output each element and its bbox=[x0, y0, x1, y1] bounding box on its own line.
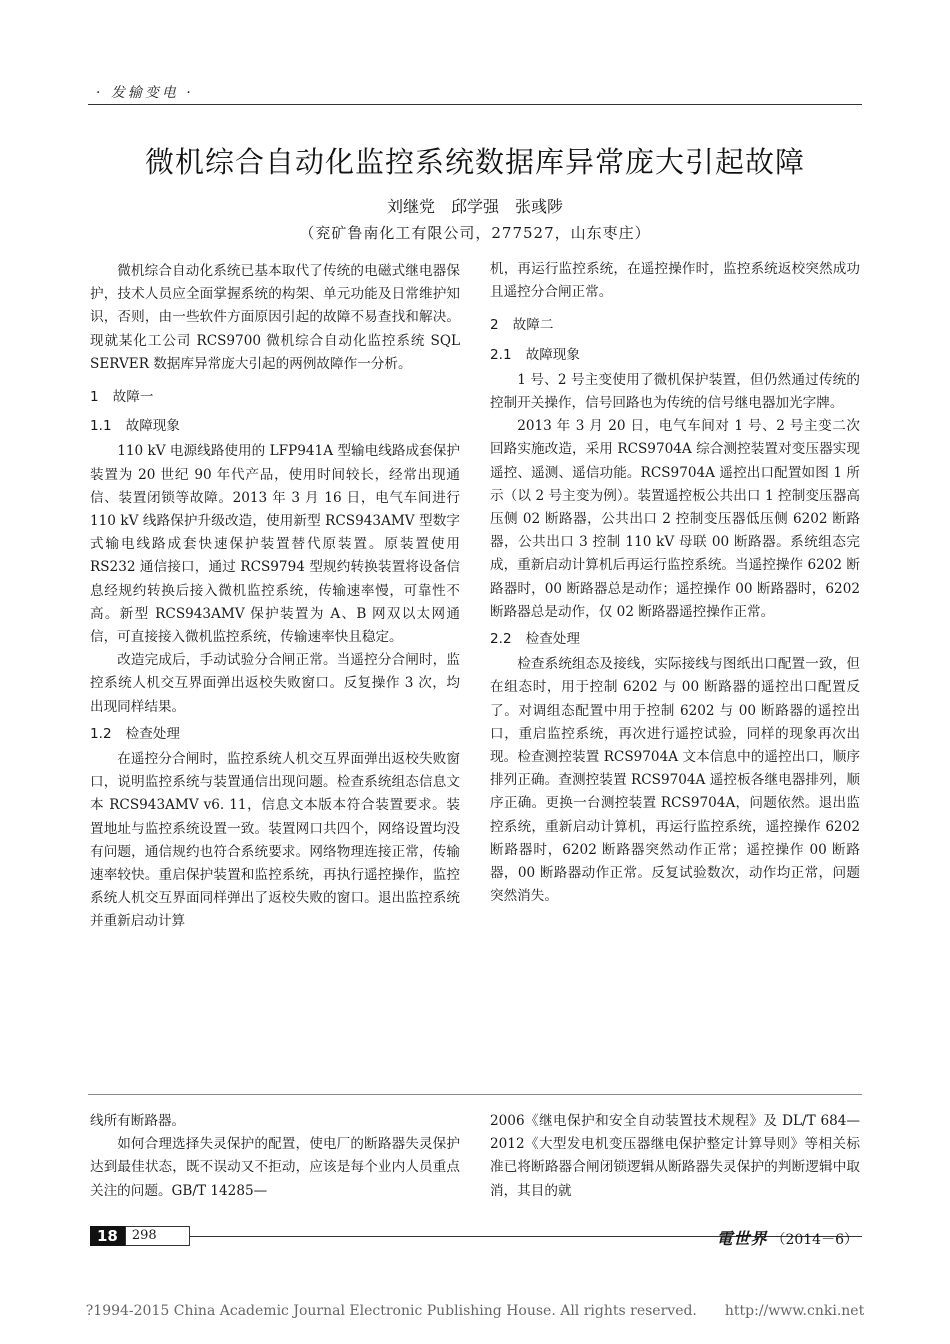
journal-logo: 電世界 bbox=[716, 1229, 768, 1248]
section-1-number: 1 bbox=[90, 389, 99, 406]
authors: 刘继党 邱学强 张彧陟 bbox=[386, 197, 563, 216]
lower-left-column bbox=[90, 1110, 460, 1203]
paragraph: 如何合理选择失灵保护的配置，使电厂的断路器失灵保护达到最佳状态，既不误动又不拒动，应该是每个业内人员重点关注的问题。GB/T 14285— bbox=[90, 1136, 460, 1199]
journal-issue bbox=[716, 1226, 858, 1249]
section-2-title: 故障二 bbox=[512, 317, 554, 334]
section-1-2-number: 1.2 bbox=[90, 725, 112, 742]
affiliation: （兖矿鲁南化工有限公司，277527，山东枣庄） bbox=[299, 224, 651, 242]
section-2-heading bbox=[490, 314, 860, 337]
lower-right-column bbox=[490, 1110, 860, 1203]
section-1-title: 故障一 bbox=[112, 389, 154, 406]
section-2-1-title: 故障现象 bbox=[525, 346, 580, 363]
issue-label: （2014－6） bbox=[771, 1232, 858, 1248]
section-1-heading bbox=[90, 386, 460, 409]
paragraph: 在遥控分合闸时，监控系统人机交互界面弹出返校失败窗口，说明监控系统与装置通信出现问题。检查系统组态信息文本 RCS943AMV v6. 11，信息文本版本符合装置要求。装置地址与监控系统设置一致。装置网口共四个，网络设置均没有问题，通信规约也符合系统要求。网络物理连接正常，传输速率较快。重启保护装置和监控系统，再执行遥控操作，监控系统人机交互界面同样弹出了返校失败的窗口。退出监控系统并重新启动计算 bbox=[90, 751, 460, 930]
continued-paragraph: 2006《继电保护和安全自动装置技术规程》及 DL/T 684—2012《大型发电机变压器继电保护整定计算导则》等相关标准已将断路器合闸闭锁逻辑从断路器失灵保护的判断逻辑中取消，其目的就 bbox=[490, 1113, 860, 1199]
left-column bbox=[90, 260, 460, 934]
paragraph: 1 号、2 号主变使用了微机保护装置，但仍然通过传统的控制开关操作，信号回路也为传统的信号继电器加光字牌。 bbox=[490, 371, 860, 412]
paragraph: 改造完成后，手动试验分合闸正常。当遥控分合闸时，监控系统人机交互界面弹出返校失败窗口。反复操作 3 次，均出现同样结果。 bbox=[90, 652, 460, 715]
section-1-1-number: 1.1 bbox=[90, 418, 112, 435]
sequence-number: 298 bbox=[125, 1226, 190, 1246]
section-2-1-number: 2.1 bbox=[490, 346, 512, 363]
section-1-2-title: 检查处理 bbox=[125, 725, 180, 742]
running-header: · 发输变电 · bbox=[96, 85, 194, 101]
section-2-number: 2 bbox=[490, 317, 499, 334]
right-column bbox=[490, 258, 860, 908]
page-number-box bbox=[90, 1226, 190, 1246]
section-1-2-heading bbox=[90, 723, 460, 746]
page-number: 18 bbox=[90, 1226, 125, 1246]
section-1-1-heading bbox=[90, 415, 460, 438]
paragraph: 检查系统组态及接线，实际接线与图纸出口配置一致，但在组态时，用于控制 6202 与 00 断路器的遥控出口配置反了。对调组态配置中用于控制 6202 与 00 断路器的遥控出口，重启监控系统，再次进行遥控试验，同样的现象再次出现。检查测控装置 RCS9704A 文本信息中的遥控出口，顺序排列正确。查测控装置 RCS9704A 遥控板各继电器排列，顺序正确。更换一台测控装置 RCS9704A，问题依然。退出监控系统，重新启动计算机，再运行监控系统，遥控操作 6202 断路器时，6202 断路器突然动作正常；遥控操作 00 断路器，00 断路器动作正常。反复试验数次，动作均正常，问题突然消失。 bbox=[490, 656, 860, 905]
article-separator-rule bbox=[88, 1094, 862, 1095]
paragraph: 110 kV 电源线路使用的 LFP941A 型输电线路成套保护装置为 20 世纪 90 年代产品，使用时间较长，经常出现通信、装置闭锁等故障。2013 年 3 月 16 日，电气车间进行 110 kV 线路保护升级改造，使用新型 RCS943AMV 型数字式输电线路成套快速保护装置替代原装置。原装置使用 RS232 通信接口，通过 RCS9794 型规约转换装置将设备信息经规约转换后接入微机监控系统，传输速率慢，可靠性不高。新型 RCS943AMV 保护装置为 A、B 网双以太网通信，可直接接入微机监控系统，传输速率快且稳定。 bbox=[90, 443, 460, 646]
section-2-2-heading bbox=[490, 628, 860, 651]
section-1-1-title: 故障现象 bbox=[125, 418, 180, 435]
continued-paragraph: 机，再运行监控系统，在遥控操作时，监控系统返校突然成功且遥控分合闸正常。 bbox=[490, 261, 860, 301]
section-2-2-title: 检查处理 bbox=[525, 631, 580, 648]
paragraph: 2013 年 3 月 20 日，电气车间对 1 号、2 号主变二次回路实施改造，采用 RCS9704A 综合测控装置对变压器实现遥控、遥测、遥信功能。RCS9704A 遥控出口配置如图 1 所示（以 2 号主变为例）。装置遥控板公共出口 1 控制变压器高压侧 02 断路器，公共出口 2 控制变压器低压侧 6202 断路器，公共出口 3 控制 110 kV 母联 00 断路器。系统组态完成，重新启动计算机后再运行监控系统。当遥控操作 6202 断路器时，00 断路器总是动作；遥控操作 00 断路器时，6202 断路器总是动作，仅 02 断路器遥控操作正常。 bbox=[490, 418, 860, 620]
article-title: 微机综合自动化监控系统数据库异常庞大引起故障 bbox=[144, 145, 805, 179]
intro-paragraph: 微机综合自动化系统已基本取代了传统的电磁式继电器保护，技术人员应全面掌握系统的构架、单元功能及日常维护知识，否则，由一些软件方面原因引起的故障不易查找和解决。现就某化工公司 RCS9700 微机综合自动化监控系统 SQL SERVER 数据库异常庞大引起的两例故障作一分析。 bbox=[90, 263, 460, 372]
header-rule bbox=[88, 104, 862, 105]
copyright-line: ?1994-2015 China Academic Journal Electronic Publishing House. All rights reserved. http://www.cnki.net bbox=[85, 1303, 865, 1319]
section-2-1-heading bbox=[490, 344, 860, 367]
continued-paragraph: 线所有断路器。 bbox=[90, 1113, 186, 1129]
section-2-2-number: 2.2 bbox=[490, 631, 512, 648]
